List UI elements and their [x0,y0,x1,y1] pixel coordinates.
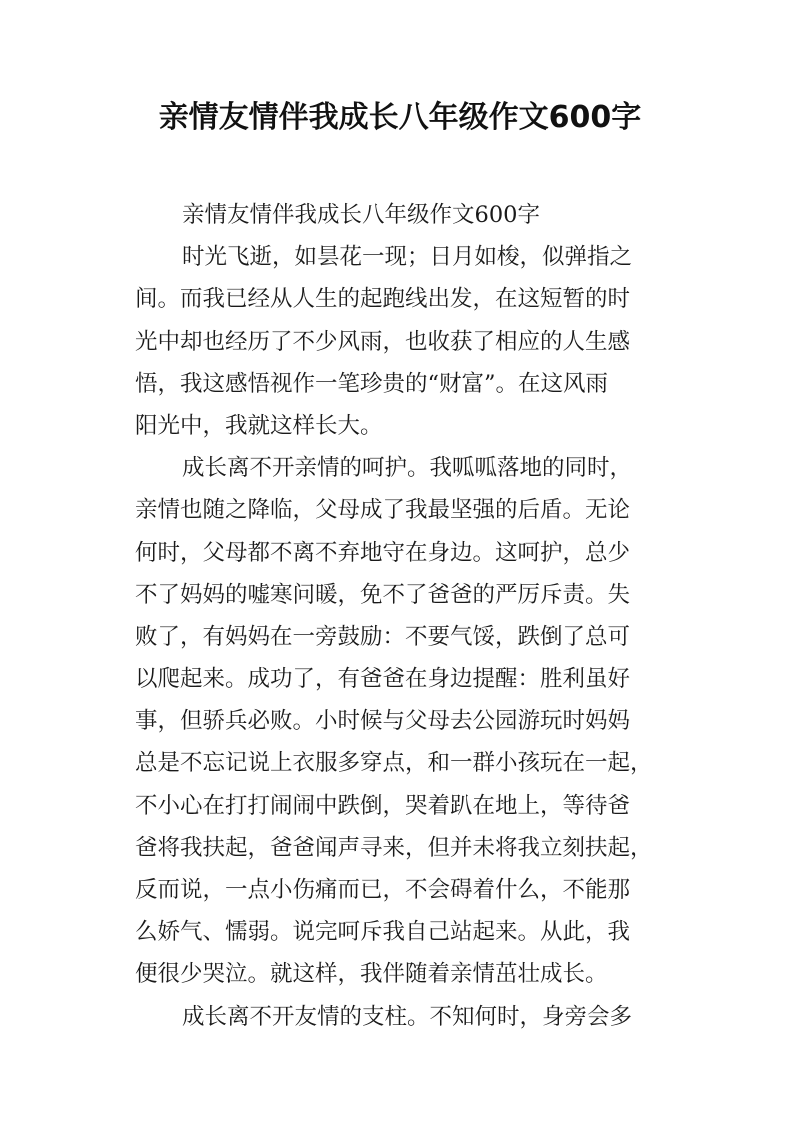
text-line: 以爬起来。成功了，有爸爸在身边提醒：胜利虽好 [135,666,631,693]
text-line: 成长离不开友情的支柱。不知何时，身旁会多 [182,1003,633,1030]
text-line: 反而说，一点小伤痛而已，不会碍着什么，不能那 [135,877,631,903]
text-line: 败了，有妈妈在一旁鼓励：不要气馁，跌倒了总可 [135,623,631,650]
text-line: 事，但骄兵必败。小时候与父母去公园游玩时妈妈 [135,708,631,735]
text-line: 不小心在打打闹闹中跌倒，哭着趴在地上，等待爸 [135,792,631,819]
text-line: 何时，父母都不离不弃地守在身边。这呵护，总少 [135,539,631,566]
text-line: 亲情也随之降临，父母成了我最坚强的后盾。无论 [135,497,631,524]
text-line: 成长离不开亲情的呵护。我呱呱落地的同时， [182,455,633,482]
text-line: 爸将我扶起，爸爸闻声寻来，但并未将我立刻扶起， [135,834,653,861]
text-line: 不了妈妈的嘘寒问暖，免不了爸爸的严厉斥责。失 [135,581,631,608]
text-line: 亲情友情伴我成长八年级作文600字 [182,202,540,228]
text-line: 时光飞逝，如昙花一现；日月如梭，似弹指之 [182,244,633,271]
text-line: 阳光中，我就这样长大。 [135,412,383,439]
text-line: 光中却也经历了不少风雨，也收获了相应的人生感 [135,328,631,355]
document-body [135,194,675,1038]
text-line: 间。而我已经从人生的起跑线出发，在这短暂的时 [135,286,631,313]
text-line: 悟，我这感悟视作一笔珍贵的“财富”。在这风雨 [135,370,609,397]
text-line: 总是不忘记说上衣服多穿点，和一群小孩玩在一起， [135,750,653,777]
text-line: 便很少哭泣。就这样，我伴随着亲情茁壮成长。 [135,961,608,988]
document-title: 亲情友情伴我成长八年级作文600字 [158,100,642,135]
text-line: 么娇气、懦弱。说完呵斥我自己站起来。从此，我 [135,919,631,946]
